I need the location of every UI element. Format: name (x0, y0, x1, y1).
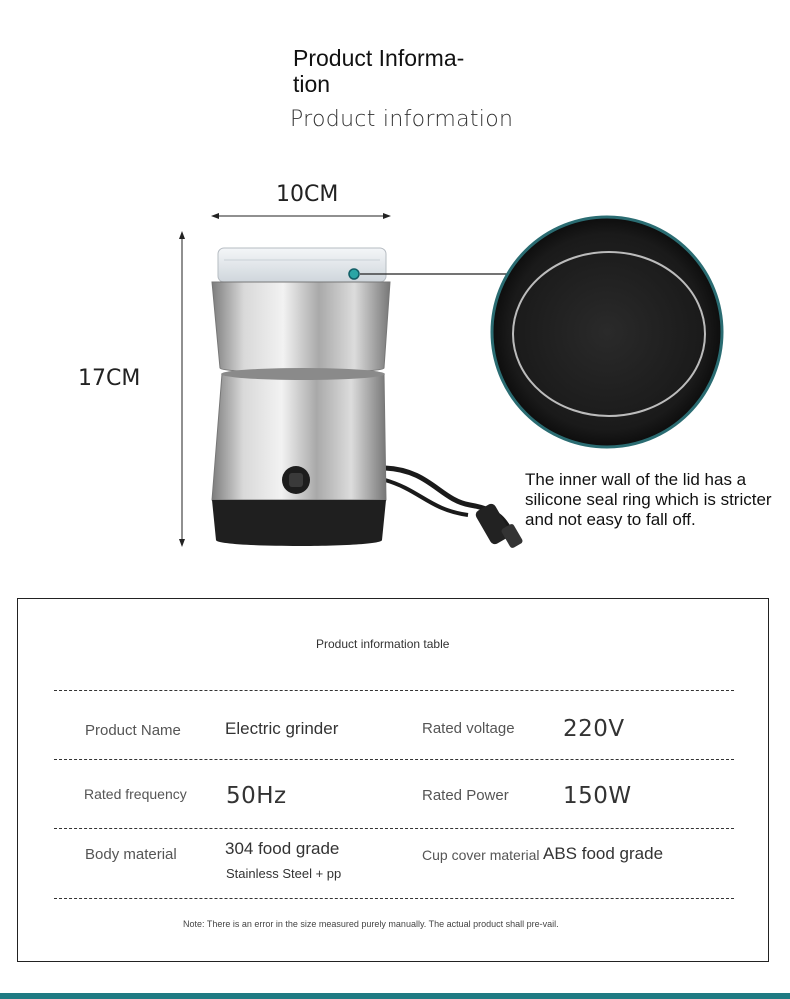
width-arrow (211, 213, 391, 219)
label-product-name: Product Name (85, 722, 181, 739)
value-body-material: 304 food grade (225, 839, 340, 858)
width-dimension-label: 10CM (276, 182, 339, 207)
lid-seal-detail-image (492, 217, 722, 447)
seal-ring-caption: The inner wall of the lid has a silicone seal ring which is stricter and not easy to fall off. (525, 470, 772, 529)
table-divider (54, 690, 734, 691)
measurement-note: Note: There is an error in the size measured purely manually. The actual product shall pre-vail. (183, 919, 559, 929)
table-divider (54, 759, 734, 760)
label-body-material: Body material (85, 846, 177, 863)
table-divider (54, 898, 734, 899)
height-dimension-label: 17CM (78, 366, 141, 391)
product-info-table (17, 598, 769, 962)
value-body-material-detail: Stainless Steel + pp (226, 866, 342, 881)
highlight-dot (349, 269, 359, 279)
table-divider (54, 828, 734, 829)
value-product-name: Electric grinder (225, 719, 339, 738)
table-title: Product information table (316, 637, 450, 651)
height-arrow (179, 231, 185, 547)
value-rated-voltage: 220V (563, 716, 625, 742)
value-cup-cover-material: ABS food grade (543, 844, 664, 863)
power-plug (474, 502, 524, 549)
label-cup-cover-material: Cup cover material (422, 847, 540, 863)
value-rated-power: 150W (563, 783, 632, 809)
label-rated-voltage: Rated voltage (422, 720, 515, 737)
page-title: Product Informa-tion (293, 45, 465, 97)
page-subtitle: Product information (290, 107, 514, 132)
label-rated-power: Rated Power (422, 787, 509, 804)
footer-bar (0, 993, 790, 999)
grinder-image (212, 248, 524, 549)
value-rated-frequency: 50Hz (226, 783, 287, 809)
label-rated-frequency: Rated frequency (84, 786, 187, 802)
